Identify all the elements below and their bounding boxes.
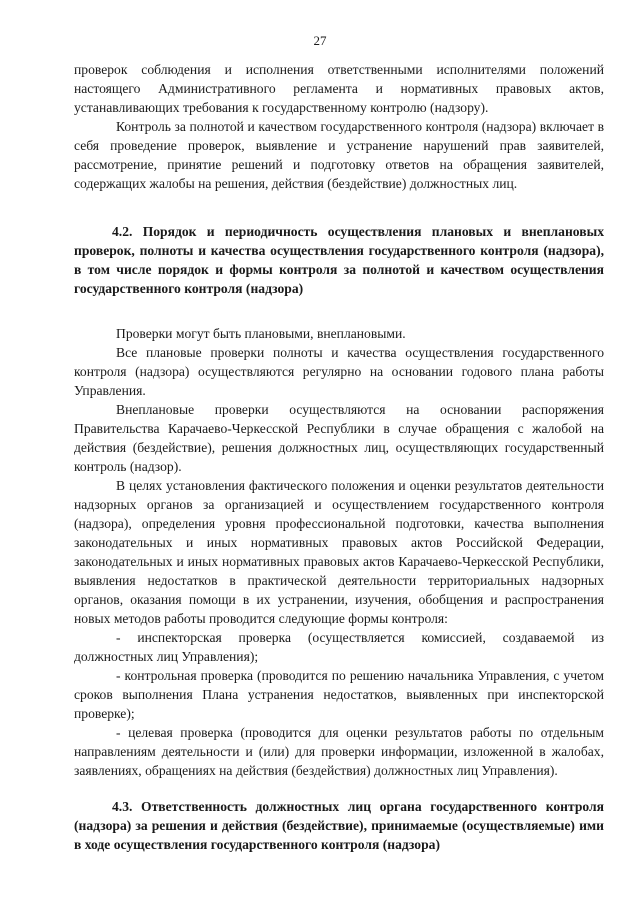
paragraph-planned-inspections: Все плановые проверки полноты и качества осуществления государственного контроля (надзора) осуществляются регулярно на основании годового плана работы Управления.: [74, 345, 604, 398]
section-heading-4-3: 4.3. Ответственность должностных лиц органа государственного контроля (надзора) за решения и действия (бездействие), принимаемые (осуществляемые) ими в ходе осуществления государственного контроля (надзора): [74, 799, 604, 852]
paragraph-continuation: проверок соблюдения и исполнения ответственными исполнителями положений настоящего Административного регламента и нормативных правовых актов, устанавливающих требования к государственному контролю (надзору).: [74, 62, 604, 115]
section-heading-4-2: 4.2. Порядок и периодичность осуществления плановых и внеплановых проверок, полноты и качества осуществления государственного контроля (надзора), в том числе порядок и формы контроля за полнотой и качеством осуществления государственного контроля (надзора): [74, 224, 604, 296]
spacer: [74, 193, 604, 222]
spacer: [74, 780, 604, 797]
list-item-control-check: - контрольная проверка (проводится по решению начальника Управления, с учетом сроков выполнения Плана устранения недостатков, выявленных при инспекторской проверке);: [74, 668, 604, 721]
paragraph-control-forms: В целях установления фактического положения и оценки результатов деятельности надзорных органов за организацией и осуществлением государственного контроля (надзора), определения уровня профессиональной подготовки, качества выполнения законодательных и иных нормативных правовых актов Российской Федерации, законодательных и иных нормативных правовых актов Карачаево-Черкесской Республики, выявления недостатков в практической деятельности территориальных надзорных органов, оказания помощи в их устранении, изучения, обобщения и распространения новых методов работы проводится следующие формы контроля:: [74, 478, 604, 626]
paragraph-unplanned-inspections: Внеплановые проверки осуществляются на основании распоряжения Правительства Карачаево-Черкесской Республики в случае обращения с жалобой на действия (бездействие), решения должностных лиц, осуществляющих государственный контроль (надзор).: [74, 402, 604, 474]
list-item-inspector-check: - инспекторская проверка (осуществляется комиссией, создаваемой из должностных лиц Управления);: [74, 630, 604, 664]
document-body: [74, 60, 604, 854]
paragraph-control-scope: Контроль за полнотой и качеством государственного контроля (надзора) включает в себя проведение проверок, выявление и устранение нарушений прав заявителей, рассмотрение, принятие решений и подготовку ответов на обращения заявителей, содержащих жалобы на решения, действия (бездействие) должностных лиц.: [74, 119, 604, 191]
spacer: [74, 298, 604, 324]
page-number: 27: [313, 33, 327, 48]
list-item-targeted-check: - целевая проверка (проводится для оценки результатов работы по отдельным направлениям деятельности и (или) для проверки информации, изложенной в жалобах, заявлениях, обращениях на действия (бездействия) должностных лиц Управления).: [74, 725, 604, 778]
paragraph-inspection-types: Проверки могут быть плановыми, внеплановыми.: [116, 326, 406, 341]
